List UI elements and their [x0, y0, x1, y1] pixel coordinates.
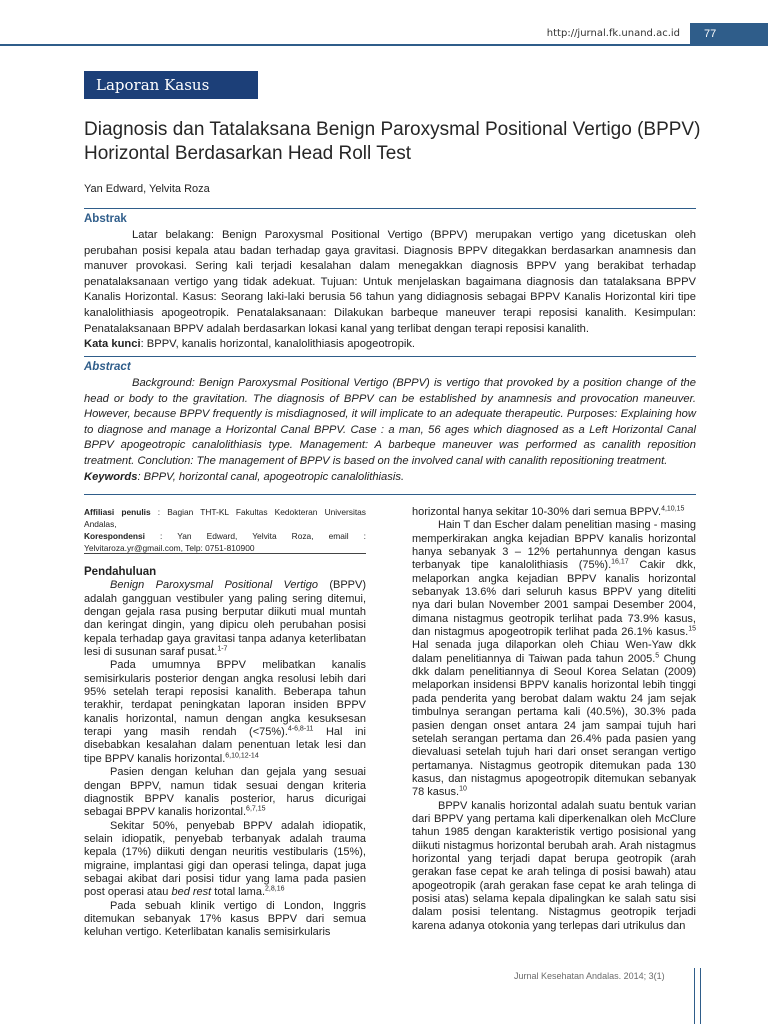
left-p5-text: Pada sebuah klinik vertigo di London, Inggris ditemukan sebanyak 17% kasus BPPV dari semua keluhan vertigo. Keterlibatan kanalis semisirkularis	[84, 899, 366, 939]
abstract-keywords	[84, 470, 696, 486]
affiliation-text: : Bagian THT-KL Fakultas Kedokteran Universitas Andalas,	[84, 507, 366, 529]
citation: 4,10,15	[661, 505, 685, 513]
right-paragraph-0	[412, 506, 696, 519]
citation: 2,8,16	[265, 885, 285, 893]
left-column	[84, 566, 366, 940]
footer-rule-1	[694, 968, 695, 1024]
left-p4-text: Sekitar 50%, penyebab BPPV adalah idiopatik, selain idiopatik, penyebab terbanyak adalah trauma kepala (17%) diikuti dengan neuritis vestibularis (15%), migraine, implantasi gigi dan operasi telinga, dapat juga sebagai akibat dari posisi tidur yang lama pada pasien post operasi atau	[84, 819, 366, 899]
footer-rule-2	[700, 968, 701, 1024]
citation: 1-7	[217, 645, 228, 653]
header-rule	[0, 44, 768, 46]
abstrak-text: Latar belakang: Benign Paroxysmal Positional Vertigo (BPPV) merupakan vertigo yang dicetuskan oleh perubahan posisi kepala atau badan terhadap gaya gravitasi. Diagnosis BPPV ditegakkan berdasarkan anamnesis dan manuver provokasi. Sering kali terjadi kesalahan dalam menegakkan diagnosis BPPV yang berakibat terhadap penatalaksanaan vertigo yang tidak adekuat. Tujuan: Untuk menjelaskan bagaimana diagnosis dan tatalaksana BPPV Kanalis Horizontal. Kasus: Seorang laki-laki berusia 56 tahun yang didiagnosis sebagai BPPV Kanalis Horizontal kiri tipe kanalolithiasis apogeotropik. Penatalaksanaan: Dilakukan barbeque maneuver terapi reposisi kanalith. Kesimpulan: Penatalaksanaan BPPV adalah berdasarkan lokasi kanal yang terlibat dengan terapi reposisi kanalith.	[84, 229, 696, 335]
bed-rest-term: bed rest	[171, 886, 212, 899]
right-p2-text: BPPV kanalis horizontal adalah suatu bentuk varian dari BPPV yang pertama kali diperkenalkan oleh McClure tahun 1985 dengan karakteristik vertigo posisional yang diikuti nistagmus horizontal berubah arah. Arah nistagmus horizontal yang terjadi dapat berupa geotropik (arah gerakan fase cepat ke arah telinga di posisi bawah) atau apogeotropik (arah gerakan fase cepat ke arah telinga di posisi atas) selama kepala dipalingkan ke salah satu sisi dalam posisi telentang. Nistagmus geotropik terjadi karena adanya otokonia yang terlepas dari utrikulus dan	[412, 799, 696, 932]
right-column	[412, 506, 696, 933]
abstrak-rule-top	[84, 208, 696, 209]
citation: 10	[459, 785, 467, 793]
citation: 16,17	[611, 558, 629, 566]
citation: 15	[688, 625, 696, 633]
citation: 5	[655, 652, 660, 660]
left-p3-text: Pasien dengan keluhan dan gejala yang sesuai dengan BPPV, namun tidak sesuai dengan kriteria diagnostik BPPV kanalis posterior, harus dicurigai sebagai BPPV kanalis horizontal.	[84, 766, 366, 819]
right-p0-text: horizontal hanya sekitar 10-30% dari semua BPPV.	[412, 506, 662, 518]
abstrak-body	[84, 228, 696, 353]
pendahuluan-heading: Pendahuluan	[84, 566, 157, 578]
right-p1-text: Hain T dan Escher dalam penelitian masing - masing memperkirakan angka kejadian BPPV kanalis horizontal hanya sebanyak 3 – 12% pertahunnya dengan kasus terbanyak tipe kanalolithiasis (75%).	[412, 519, 696, 572]
left-p1-text: (BPPV) adalah gangguan vestibuler yang paling sering ditemui, dengan gejala rasa pusing berputar diikuti mual muntah dan keringat dingin, yang dipicu oleh perubahan posisi kepala terhadap gaya gravitasi tanpa adanya keterlibatan lesi di susunan saraf pusat.	[84, 579, 366, 659]
left-p2-text: Pada umumnya BPPV melibatkan kanalis semisirkularis posterior dengan angka resolusi lebih dari 95% setelah terapi reposisi kanalith. Beberapa tahun terakhir, terdapat peningkatan laporan insiden BPPV kanalis horizontal, namun dengan angka kesuksesan terapi yang masih rendah (<75%).	[84, 659, 366, 739]
right-p1-text-c: Hal senada juga dilaporkan oleh Chiau Wen-Yaw dkk dalam penelitiannya di Taiwan pada tahun 2005.	[412, 639, 696, 665]
correspondence-text: : Yan Edward, Yelvita Roza, email : Yelvitaroza.yr@gmail.com, Telp: 0751-810900	[84, 531, 366, 553]
journal-footer: Jurnal Kesehatan Andalas. 2014; 3(1)	[514, 971, 665, 981]
page-number: 77	[690, 23, 768, 45]
affiliation-line	[84, 506, 366, 530]
abstrak-keywords-text: : BPPV, kanalis horizontal, kanalolithiasis apogeotropik.	[140, 338, 416, 351]
bppv-term: Benign Paroxysmal Positional Vertigo	[110, 579, 318, 592]
right-p1-text-d: Chung dkk dalam penelitiannya di Seoul Korea Selatan (2009) melaporkan insidensi BPPV kanalis horizontal lebih tinggi pada penderita yang berobat dalam waktu 24 jam sejak timbulnya serangan pertama kali (40.5%), 30.3% pada pasien dengan onset antara 24 jam sampai tujuh hari setelah serangan pertama dan 26.4% pada pasien yang dievaluasi setelah tujuh hari dari onset serangan vertigo pertamanya. Nistagmus geotropik ditemukan pada 130 kasus, dan nistagmus apogeotropik ditemukan sebanyak 78 kasus.	[412, 652, 696, 799]
left-paragraph-5	[84, 900, 366, 940]
correspondence-label: Korespondensi	[84, 531, 145, 541]
left-p2-text-b: Hal ini disebabkan kesalahan dalam penentuan letak lesi dan tipe BPPV kanalis horizontal.	[84, 726, 366, 765]
right-paragraph-1	[412, 519, 696, 799]
abstract-keywords-label: Keywords	[84, 470, 138, 483]
abstract-keywords-text: : BPPV, horizontal canal, apogeotropic canalolithiasis.	[137, 470, 405, 483]
left-paragraph-3	[84, 766, 366, 819]
abstract-heading: Abstract	[84, 361, 131, 373]
abstrak-keywords-label: Kata kunci	[84, 338, 141, 351]
abstrak-keywords	[84, 337, 696, 353]
abstract-text: Background: Benign Paroxysmal Positional Vertigo (BPPV) is vertigo that provoked by a position change of the head or body to the gravitation. The diagnosis of BPPV can be established by anamnesis and provocation maneuver. However, because BPPV frequently is misdiagnosed, it will implicate to an adequate therapeutic. Purposes: Explaining how to diagnose and manage a Horizontal Canal BPPV. Case : a man, 56 ages which diagnosed as a Left Horizontal Canal BPPV apogeotropic canalolithiasis type. Management: A barbeque maneuver was performed as canalith reposition treatment. Conclution: The management of BPPV is based on the involved canal with canalith repositioning treatment.	[84, 377, 696, 467]
right-paragraph-2	[412, 800, 696, 933]
left-paragraph-4	[84, 820, 366, 900]
abstract-rule-top	[84, 356, 696, 357]
article-authors: Yan Edward, Yelvita Roza	[84, 183, 210, 195]
right-p1-text-b: Cakir dkk, melaporkan angka kejadian BPPV kanalis horizontal sebanyak 13.6% dari seluruh kasus BPPV yang diteliti nya dari bulan November 2001 sampai Desember 2004, dimana nistagmus geotropik terlihat pada 73.9% kasus, dan nistagmus apogeotropik terlihat pada 26.1% kasus.	[412, 559, 696, 639]
abstract-rule-bottom	[84, 494, 696, 495]
citation: 4-6,8-11	[287, 725, 314, 733]
affiliation-label: Affiliasi penulis	[84, 507, 151, 517]
citation: 6,10,12-14	[225, 752, 259, 760]
citation: 6,7,15	[246, 805, 266, 813]
affiliation-box	[84, 506, 366, 554]
correspondence-line	[84, 530, 366, 554]
article-title: Diagnosis dan Tatalaksana Benign Paroxysmal Positional Vertigo (BPPV) Horizontal Berdasarkan Head Roll Test	[84, 119, 701, 164]
abstrak-heading: Abstrak	[84, 213, 127, 225]
abstract-body	[84, 376, 696, 485]
section-label: Laporan Kasus	[84, 71, 258, 99]
affiliation-rule	[84, 553, 366, 554]
left-paragraph-2	[84, 659, 366, 766]
left-paragraph-1	[84, 579, 366, 659]
left-p4-text-b: total lama.	[211, 886, 266, 899]
journal-url[interactable]: http://jurnal.fk.unand.ac.id	[546, 28, 680, 39]
